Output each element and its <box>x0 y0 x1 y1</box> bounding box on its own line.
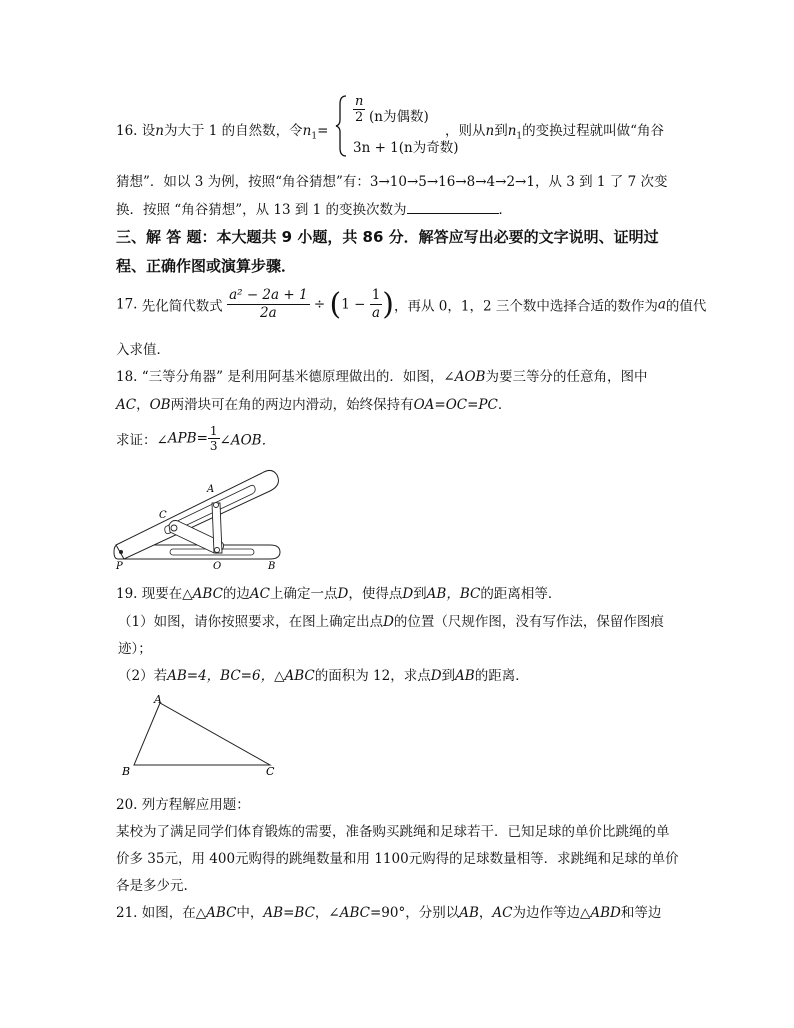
q21-line1: 21. 如图，在△ABC中，AB=BC，∠ABC=90°，分别以AB，AC为边作等边△ABD和等边 <box>116 905 662 921</box>
label-A: A <box>207 484 215 495</box>
q17-fraction: $\frac{\text{a² − 2a + 1}}{2a}$ <box>229 287 308 321</box>
q19-line1: 19. 现要在△ABC的边AC上确定一点D，使得点D到AB，BC的距离相等． <box>116 586 562 602</box>
q16-line1-end: ，则从n到$n_1$的变换过程就叫做“角谷 <box>445 123 665 142</box>
triangle-abc <box>134 703 270 765</box>
q19-part2: （2）若AB=4，BC=6，△ABC的面积为 12，求点D到AB的距离． <box>118 668 529 684</box>
label-C: C <box>159 510 167 521</box>
q20-line3: 各是多少元. <box>116 878 188 894</box>
q16-case1-cond: (n为偶数) <box>369 109 429 125</box>
q17-line1: 17. 先化简代数式 $\frac{\text{a² − 2a + 1}}{2a}$ ÷ (1 − $\frac{1}{a}$ )，再从 0，1，2 三个数中选择合适的数作为a的值代 <box>116 287 707 322</box>
q19-part1-cont: 迹）； <box>118 641 152 657</box>
q20-line1: 某校为了满足同学们体育锻炼的需要，准备购买跳绳和足球若干．已知足球的单价比跳绳的单 <box>116 824 670 840</box>
label-C: C <box>266 765 275 778</box>
trisector-figure <box>112 463 284 569</box>
q16-case2: 3n + 1(n为奇数) <box>353 140 459 156</box>
q16-line1: 16. 设n为大于 1 的自然数，令$n_1=$ <box>116 123 329 142</box>
q17-inner-fraction: $\frac{1}{a}$ <box>371 287 381 321</box>
q17-line2: 入求值． <box>116 342 170 358</box>
q20-line2: 价多 35元，用 400元购得的跳绳数量和用 1100元购得的足球数量相等．求跳绳和足球的单价 <box>116 851 679 867</box>
answer-blank[interactable] <box>407 201 499 214</box>
label-O: O <box>213 561 222 569</box>
q16-number: 16. <box>116 123 138 139</box>
label-P: P <box>116 561 123 569</box>
label-B: B <box>268 561 276 569</box>
q16-case1: $\frac{n}{2}$ <box>355 94 364 125</box>
section3-heading-line2: 程、正确作图或演算步骤． <box>116 257 297 275</box>
q20-title: 20. 列方程解应用题： <box>116 797 250 813</box>
q16-line3: 换．按照 “角谷猜想”，从 13 到 1 的变换次数为 ． <box>116 202 513 218</box>
q16-brace <box>334 94 348 158</box>
q18-prove: 求证：∠APB= $\frac{1}{3}$ ∠AOB． <box>116 424 276 453</box>
section3-heading-line1: 三、解 答 题：本大题共 9 小题，共 86 分．解答应写出必要的文字说明、证明过 <box>116 228 659 246</box>
triangle-figure <box>116 693 280 779</box>
q18-line1: 18. “三等分角器” 是利用阿基米德原理做出的．如图，∠AOB为要三等分的任意角，图中 <box>116 369 648 385</box>
label-B: B <box>122 765 131 778</box>
q19-part1: （1）如图，请你按照要求，在图上确定出点D的位置（尺规作图，没有写作法，保留作图痕 <box>118 614 664 630</box>
vertical-link <box>212 503 222 553</box>
q16-intro: 设 <box>141 123 156 139</box>
q18-line2: AC，OB两滑块可在角的两边内滑动，始终保持有OA=OC=PC． <box>116 397 512 413</box>
label-A: A <box>154 693 162 706</box>
q16-line2: 猜想”．如以 3 为例，按照“角谷猜想”有：3→10→5→16→8→4→2→1，从 3 到 1 了 7 次变 <box>116 174 668 190</box>
